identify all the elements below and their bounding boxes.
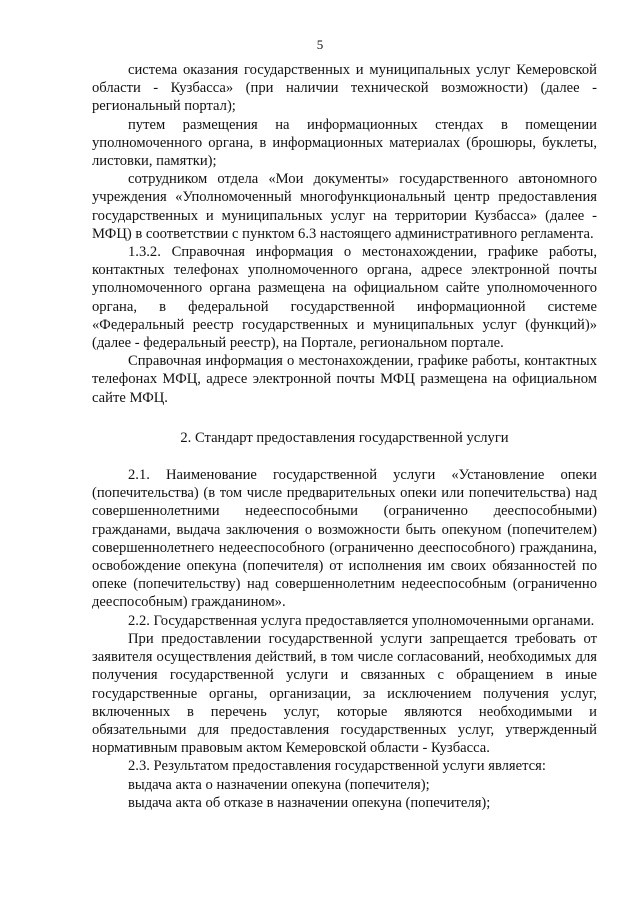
list-item-refusal-act: выдача акта об отказе в назначении опекуна (попечителя); (128, 794, 491, 811)
paragraph-2-1: 2.1. Наименование государственной услуги «Установление опеки (попечительства) (в том числе предварительных опеки или попечительства) над совершеннолетними недееспособными (ограниченно дееспособными) гражданами, выдача заключения о возможности быть опекуном (попечителем) совершеннолетнего недееспособного (ограниченно дееспособного) гражданина, освобождение опекуна (попечителя) от исполнения им своих обязанностей по опеке (попечительству) над совершеннолетним недееспособным (ограниченно дееспособным) гражданином». (92, 467, 597, 611)
paragraph-1-3-2: 1.3.2. Справочная информация о местонахождении, графике работы, контактных телефонах уполномоченного органа, адресе электронной почты уполномоченного органа размещена на официальном сайте уполномоченного органа, в федеральной государственной информационной системе «Федеральный реестр государственных и муниципальных услуг (функций)» (далее - федеральный реестр), на Портале, региональном портале. (92, 244, 597, 352)
paragraph-regional-portal: система оказания государственных и муниципальных услуг Кемеровской области - Кузбасса» (при наличии технической возможности) (далее - региональный портал); (92, 62, 597, 115)
document-body (92, 61, 597, 812)
list-item-appointment-act: выдача акта о назначении опекуна (попечителя); (128, 776, 430, 793)
paragraph-prohibition: При предоставлении государственной услуги запрещается требовать от заявителя осуществления действий, в том числе согласований, необходимых для получения государственной услуги и связанных с обращением в иные государственные органы, организации, за исключением получения услуг, включенных в перечень услуг, которые являются необходимыми и обязательными для предоставления государственных услуг, утвержденный нормативным правовым актом Кемеровской области - Кузбасса. (92, 630, 597, 757)
section-heading: 2. Стандарт предоставления государственной услуги (180, 429, 509, 446)
page-number: 5 (316, 37, 324, 52)
paragraph-info-stands: путем размещения на информационных стендах в помещении уполномоченного органа, в информационных материалах (брошюры, буклеты, листовки, памятки); (92, 116, 597, 170)
paragraph-2-2: 2.2. Государственная услуга предоставляется уполномоченными органами. (128, 612, 595, 629)
paragraph-2-3: 2.3. Результатом предоставления государственной услуги является: (128, 758, 546, 775)
paragraph-mfc-reference-info: Справочная информация о местонахождении, графике работы, контактных телефонах МФЦ, адресе электронной почты МФЦ размещена на официальном сайте МФЦ. (92, 353, 597, 406)
paragraph-mfc-employee: сотрудником отдела «Мои документы» государственного автономного учреждения «Уполномоченный многофункциональный центр предоставления государственных и муниципальных услуг на территории Кузбасса» (далее - МФЦ) в соответствии с пунктом 6.3 настоящего административного регламента. (92, 171, 597, 242)
